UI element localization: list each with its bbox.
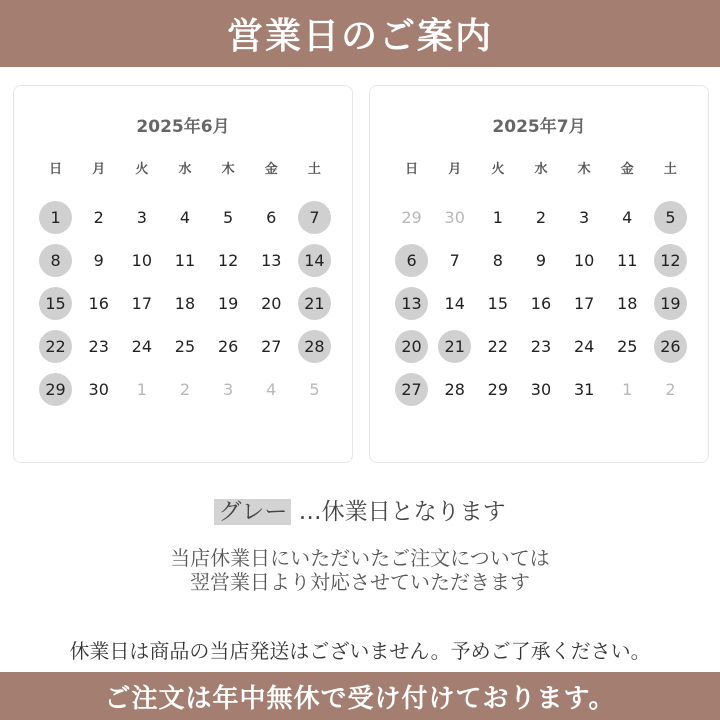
day-cell-holiday <box>293 282 336 325</box>
day-number: 1 <box>492 208 503 227</box>
day-number: 22 <box>39 330 72 363</box>
weekday-header <box>390 158 692 177</box>
weekday-label: 水 <box>178 162 192 177</box>
calendar-title: 2025年6月 <box>136 117 230 137</box>
day-cell <box>433 282 476 325</box>
day-number: 4 <box>179 208 191 227</box>
day-number: 25 <box>174 337 196 356</box>
day-number: 1 <box>136 380 147 399</box>
day-cell-holiday <box>34 196 77 239</box>
order-note-line: 当店休業日にいただいたご注文については <box>170 546 550 570</box>
day-number: 1 <box>39 201 72 234</box>
day-number: 28 <box>444 380 465 399</box>
legend <box>0 493 720 526</box>
day-number: 29 <box>487 380 509 399</box>
day-number: 23 <box>530 337 552 356</box>
day-cell <box>476 325 519 368</box>
day-cell <box>250 239 293 282</box>
day-number: 12 <box>654 244 687 277</box>
day-cell <box>476 239 519 282</box>
weekday-label: 木 <box>577 162 591 177</box>
day-number: 9 <box>93 251 104 270</box>
legend-text: …休業日となります <box>291 499 506 525</box>
weekday-label: 木 <box>221 162 235 177</box>
day-number: 5 <box>223 208 234 227</box>
day-cell <box>519 196 562 239</box>
day-cell <box>207 239 250 282</box>
holiday-swatch-label: グレー <box>214 499 291 525</box>
day-number: 7 <box>449 251 460 270</box>
day-cell <box>163 282 206 325</box>
day-number: 3 <box>223 380 234 399</box>
day-number: 18 <box>617 294 638 313</box>
weekday-label: 土 <box>307 162 321 177</box>
day-number: 24 <box>131 337 153 356</box>
day-number: 1 <box>622 380 633 399</box>
day-cell-other-month <box>120 368 163 411</box>
day-number: 2 <box>93 208 104 227</box>
weekday-label: 金 <box>620 162 634 177</box>
day-number: 10 <box>131 251 153 270</box>
weekday-label: 水 <box>534 162 548 177</box>
weekday-label: 火 <box>135 162 149 177</box>
day-number: 12 <box>217 251 239 270</box>
weekday-label: 月 <box>92 162 106 177</box>
day-number: 8 <box>39 244 72 277</box>
weekday-label: 日 <box>49 162 63 177</box>
day-cell <box>563 282 606 325</box>
day-number: 31 <box>573 380 595 399</box>
footer-text: ご注文は年中無休で受け付けております。 <box>104 683 616 714</box>
day-number: 10 <box>573 251 595 270</box>
page-title: 営業日のご案内 <box>226 16 493 57</box>
order-note-line: 翌営業日より対応させていただきます <box>190 570 530 594</box>
day-number: 16 <box>88 294 109 313</box>
day-cell <box>519 325 562 368</box>
day-number: 16 <box>530 294 552 313</box>
weekday-label: 日 <box>405 162 419 177</box>
day-number: 6 <box>395 244 428 277</box>
weekday-label: 金 <box>264 162 278 177</box>
day-number: 2 <box>179 380 191 399</box>
day-number: 4 <box>266 380 277 399</box>
day-cell-other-month <box>390 196 433 239</box>
day-cell-holiday <box>34 239 77 282</box>
day-cell <box>77 368 120 411</box>
day-cell <box>250 325 293 368</box>
day-cell-holiday <box>390 325 433 368</box>
day-number: 2 <box>665 380 676 399</box>
day-number: 14 <box>444 294 465 313</box>
day-grid <box>34 196 336 411</box>
day-cell <box>563 196 606 239</box>
weekday-header <box>34 158 336 177</box>
day-cell <box>606 239 649 282</box>
shipping-notice: 休業日は商品の当店発送はございません。予めご了承ください。 <box>69 639 651 663</box>
day-cell <box>519 282 562 325</box>
day-cell-holiday <box>293 239 336 282</box>
day-number: 7 <box>298 201 331 234</box>
day-cell <box>77 239 120 282</box>
day-cell <box>120 196 163 239</box>
day-cell-holiday <box>293 196 336 239</box>
day-number: 17 <box>573 294 595 313</box>
day-number: 23 <box>88 337 109 356</box>
day-cell <box>476 368 519 411</box>
day-cell-other-month <box>293 368 336 411</box>
day-number: 21 <box>298 287 331 320</box>
day-cell-holiday <box>390 239 433 282</box>
day-number: 26 <box>654 330 687 363</box>
day-number: 9 <box>535 251 547 270</box>
day-number: 28 <box>298 330 331 363</box>
day-number: 18 <box>174 294 196 313</box>
day-cell-holiday <box>34 325 77 368</box>
day-cell <box>250 196 293 239</box>
day-number: 13 <box>261 251 282 270</box>
day-number: 29 <box>39 373 72 406</box>
day-cell <box>163 196 206 239</box>
day-number: 3 <box>579 208 590 227</box>
day-number: 11 <box>174 251 196 270</box>
day-number: 19 <box>654 287 687 320</box>
day-number: 3 <box>136 208 147 227</box>
day-number: 27 <box>261 337 282 356</box>
day-cell <box>519 239 562 282</box>
day-cell <box>207 196 250 239</box>
day-cell-holiday <box>293 325 336 368</box>
header-banner <box>0 0 720 67</box>
day-number: 29 <box>401 208 422 227</box>
day-cell-holiday <box>649 196 692 239</box>
day-cell-other-month <box>606 368 649 411</box>
footer-banner <box>0 672 720 720</box>
calendar-june <box>13 85 353 463</box>
day-cell-holiday <box>433 325 476 368</box>
day-cell-holiday <box>649 282 692 325</box>
day-cell-other-month <box>649 368 692 411</box>
day-number: 8 <box>492 251 503 270</box>
day-number: 19 <box>217 294 239 313</box>
day-number: 11 <box>617 251 638 270</box>
day-number: 5 <box>654 201 687 234</box>
day-cell <box>606 196 649 239</box>
day-cell <box>163 239 206 282</box>
day-cell-holiday <box>34 368 77 411</box>
day-number: 14 <box>298 244 331 277</box>
day-cell-other-month <box>250 368 293 411</box>
day-number: 27 <box>395 373 428 406</box>
day-cell-holiday <box>34 282 77 325</box>
day-cell <box>476 196 519 239</box>
day-number: 24 <box>573 337 595 356</box>
day-cell-other-month <box>207 368 250 411</box>
day-cell <box>519 368 562 411</box>
day-cell <box>77 196 120 239</box>
day-cell-other-month <box>163 368 206 411</box>
day-cell <box>120 282 163 325</box>
day-cell <box>433 239 476 282</box>
day-number: 17 <box>131 294 153 313</box>
day-number: 25 <box>617 337 638 356</box>
day-cell <box>120 239 163 282</box>
day-cell <box>476 282 519 325</box>
day-number: 30 <box>88 380 109 399</box>
day-number: 20 <box>395 330 428 363</box>
day-cell-holiday <box>390 368 433 411</box>
day-number: 20 <box>261 294 282 313</box>
weekday-label: 火 <box>491 162 505 177</box>
day-cell <box>563 325 606 368</box>
day-cell <box>563 368 606 411</box>
day-number: 30 <box>530 380 552 399</box>
day-cell <box>606 325 649 368</box>
day-cell-holiday <box>649 239 692 282</box>
day-cell <box>606 282 649 325</box>
day-number: 15 <box>39 287 72 320</box>
day-number: 4 <box>622 208 633 227</box>
day-cell <box>77 325 120 368</box>
day-number: 5 <box>309 380 320 399</box>
day-cell <box>120 325 163 368</box>
calendar-july <box>369 85 709 463</box>
order-note <box>0 546 720 594</box>
day-number: 6 <box>266 208 277 227</box>
day-cell <box>207 325 250 368</box>
day-cell-holiday <box>649 325 692 368</box>
day-cell <box>433 368 476 411</box>
day-grid <box>390 196 692 411</box>
day-cell-other-month <box>433 196 476 239</box>
weekday-label: 土 <box>663 162 677 177</box>
day-cell-holiday <box>390 282 433 325</box>
weekday-label: 月 <box>448 162 462 177</box>
day-cell <box>77 282 120 325</box>
day-cell <box>250 282 293 325</box>
day-number: 30 <box>444 208 465 227</box>
day-number: 15 <box>487 294 509 313</box>
day-cell <box>563 239 606 282</box>
day-cell <box>163 325 206 368</box>
calendar-title: 2025年7月 <box>492 117 586 137</box>
day-number: 2 <box>535 208 547 227</box>
day-number: 13 <box>395 287 428 320</box>
day-number: 22 <box>487 337 509 356</box>
day-cell <box>207 282 250 325</box>
day-number: 26 <box>217 337 239 356</box>
day-number: 21 <box>438 330 471 363</box>
